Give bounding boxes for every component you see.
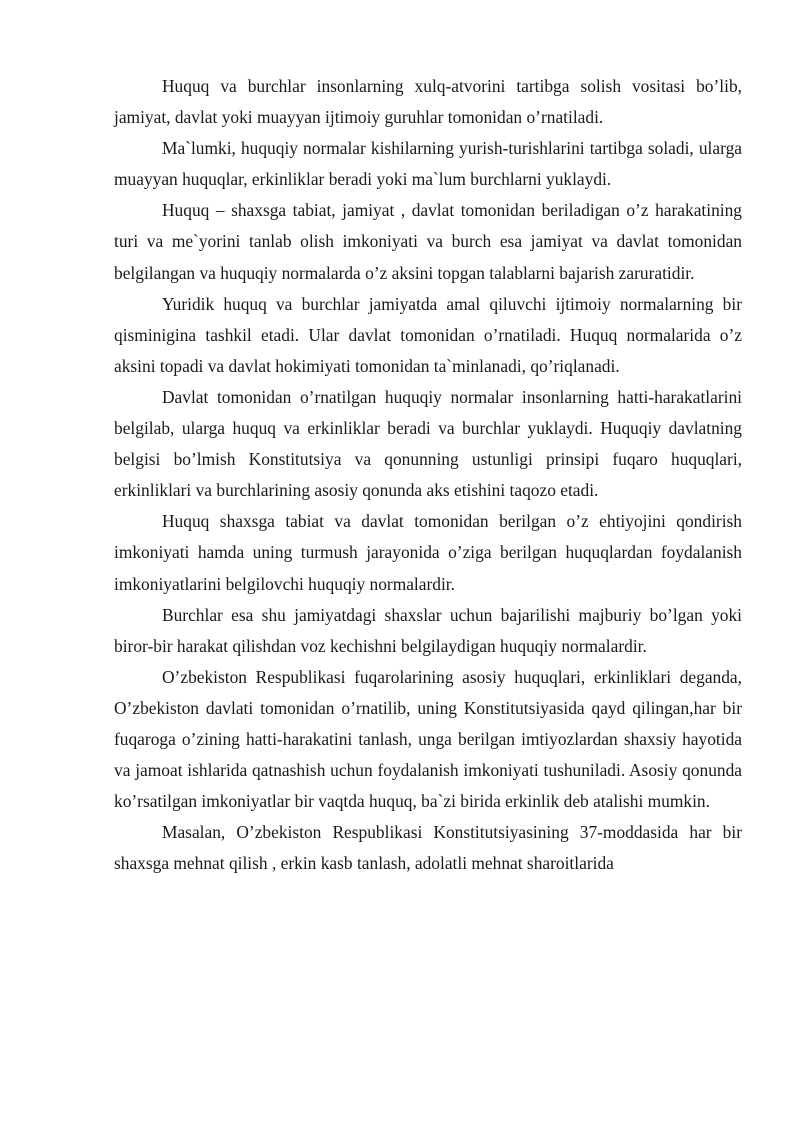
paragraph-5: Davlat tomonidan o’rnatilgan huquqiy normalar insonlarning hatti-harakatlarini belgilab, ularga huquq va erkinliklar beradi va burchlar yuklaydi. Huquqiy davlatning belgisi bo’lmish Konstitutsiya va qonunning ustunligi prinsipi fuqaro huquqlari, erkinliklari va burchlarining asosiy qonunda aks etishini taqozo etadi. xyxy=(114,386,742,501)
paragraph-2: Ma`lumki, huquqiy normalar kishilarning yurish-turishlarini tartibga soladi, ularga muayyan huquqlar, erkinliklar beradi yoki ma`lum burchlarni yuklaydi. xyxy=(114,138,742,190)
paragraph-7: Burchlar esa shu jamiyatdagi shaxslar uchun bajarilishi majburiy bo’lgan yoki biror-bir harakat qilishdan voz kechishni belgilaydigan huquqiy normalardir. xyxy=(114,604,742,656)
paragraph-3: Huquq – shaxsga tabiat, jamiyat , davlat tomonidan beriladigan o’z harakatining turi va me`yorini tanlab olish imkoniyati va burch esa jamiyat va davlat tomonidan belgilangan va huquqiy normalarda o’z aksini topgan talablarni bajarish zaruratidir. xyxy=(114,200,742,283)
document-body xyxy=(114,71,742,879)
paragraph-6: Huquq shaxsga tabiat va davlat tomonidan berilgan o’z ehtiyojini qondirish imkoniyati hamda uning turmush jarayonida o’ziga berilgan huquqlardan foydalanish imkoniyatlarini belgilovchi huquqiy normalardir. xyxy=(114,511,742,594)
paragraph-8: O’zbekiston Respublikasi fuqarolarining asosiy huquqlari, erkinliklari deganda, O’zbekiston davlati tomonidan o’rnatilib, uning Konstitutsiyasida qayd qilingan,har bir fuqaroga o’zining hatti-harakatini tanlash, unga berilgan imtiyozlardan shaxsiy hayotida va jamoat ishlarida qatnashish uchun foydalanish imkoniyati tushuniladi. Asosiy qonunda ko’rsatilgan imkoniyatlar bir vaqtda huquq, ba`zi birida erkinlik deb atalishi mumkin. xyxy=(114,666,742,812)
paragraph-1: Huquq va burchlar insonlarning xulq-atvorini tartibga solish vositasi bo’lib, jamiyat, davlat yoki muayyan ijtimoiy guruhlar tomonidan o’rnatiladi. xyxy=(114,76,742,128)
paragraph-4: Yuridik huquq va burchlar jamiyatda amal qiluvchi ijtimoiy normalarning bir qisminigina tashkil etadi. Ular davlat tomonidan o’rnatiladi. Huquq normalarida o’z aksini topadi va davlat hokimiyati tomonidan ta`minlanadi, qo’riqlanadi. xyxy=(114,293,742,376)
paragraph-9: Masalan, O’zbekiston Respublikasi Konstitutsiyasining 37-moddasida har bir shaxsga mehnat qilish , erkin kasb tanlash, adolatli mehnat sharoitlarida xyxy=(114,822,742,874)
